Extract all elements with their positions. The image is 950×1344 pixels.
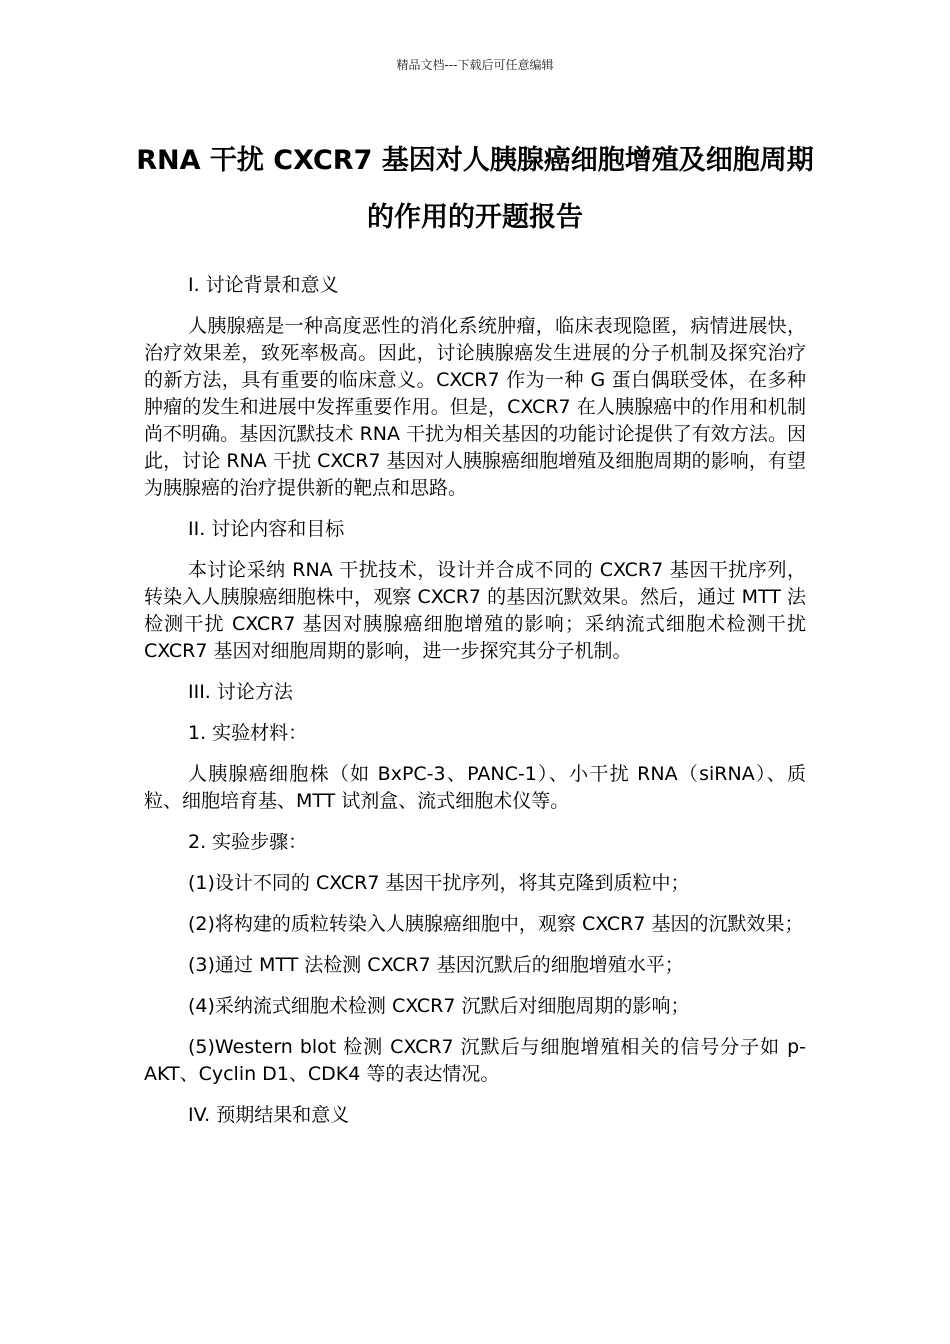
section-heading-expected-results: IV. 预期结果和意义: [188, 1104, 350, 1126]
paragraph-content: 本讨论采纳 RNA 干扰技术，设计并合成不同的 CXCR7 基因干扰序列，转染入人胰腺癌细胞株中，观察 CXCR7 的基因沉默效果。然后，通过 MTT 法检测干扰 CXCR7 基因对胰腺癌细胞增殖的影响；采纳流式细胞术检测干扰 CXCR7 基因对细胞周期的影响，进一步探究其分子机制。: [144, 559, 806, 662]
document-body: [144, 272, 806, 1143]
step-item: (3)通过 MTT 法检测 CXCR7 基因沉默后的细胞增殖水平；: [188, 954, 684, 976]
step-item: (4)采纳流式细胞术检测 CXCR7 沉默后对细胞周期的影响；: [188, 995, 690, 1017]
document-title: RNA 干扰 CXCR7 基因对人胰腺癌细胞增殖及细胞周期的作用的开题报告: [136, 145, 814, 233]
subheading-steps: 2. 实验步骤：: [188, 831, 308, 853]
section-heading-methods: III. 讨论方法: [188, 681, 293, 703]
section-heading-content: II. 讨论内容和目标: [188, 518, 345, 540]
step-item: (1)设计不同的 CXCR7 基因干扰序列，将其克隆到质粒中；: [188, 872, 690, 894]
paragraph-background: 人胰腺癌是一种高度恶性的消化系统肿瘤，临床表现隐匿，病情进展快，治疗效果差，致死率极高。因此，讨论胰腺癌发生进展的分子机制及探究治疗的新方法，具有重要的临床意义。CXCR7 作为一种 G 蛋白偶联受体，在多种肿瘤的发生和进展中发挥重要作用。但是，CXCR7 在人胰腺癌中的作用和机制尚不明确。基因沉默技术 RNA 干扰为相关基因的功能讨论提供了有效方法。因此，讨论 RNA 干扰 CXCR7 基因对人胰腺癌细胞增殖及细胞周期的影响，有望为胰腺癌的治疗提供新的靶点和思路。: [144, 315, 806, 499]
header-note: 精品文档---下载后可任意编辑: [396, 58, 554, 72]
subheading-materials: 1. 实验材料：: [188, 722, 308, 744]
step-item: (2)将构建的质粒转染入人胰腺癌细胞中，观察 CXCR7 基因的沉默效果；: [188, 913, 804, 935]
paragraph-materials: 人胰腺癌细胞株（如 BxPC-3、PANC-1）、小干扰 RNA（siRNA）、质粒、细胞培育基、MTT 试剂盒、流式细胞术仪等。: [144, 763, 806, 812]
section-heading-background: I. 讨论背景和意义: [188, 274, 339, 296]
step-item: (5)Western blot 检测 CXCR7 沉默后与细胞增殖相关的信号分子如 p-AKT、Cyclin D1、CDK4 等的表达情况。: [144, 1036, 806, 1085]
